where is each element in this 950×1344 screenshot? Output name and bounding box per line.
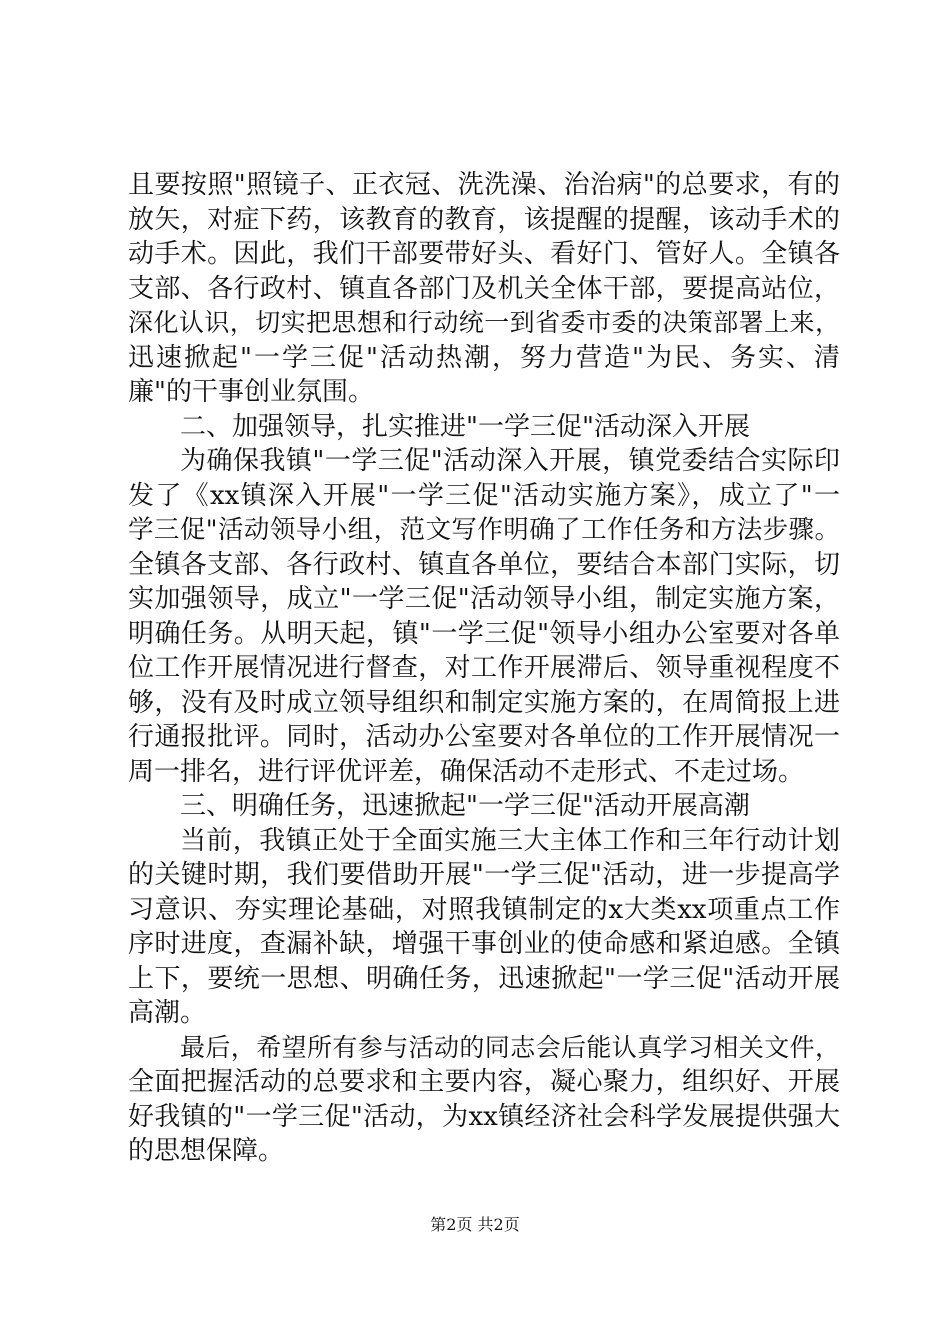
body-line: 的关键时期，我们要借助开展"一学三促"活动，进一步提高学 bbox=[128, 860, 840, 890]
body-line: 序时进度，查漏补缺，增强干事创业的使命感和紧迫感。全镇 bbox=[128, 929, 840, 959]
body-line: 为确保我镇"一学三促"活动深入开展，镇党委结合实际印 bbox=[180, 446, 840, 476]
body-line: 高潮。 bbox=[128, 998, 207, 1028]
body-line: 迅速掀起"一学三促"活动热潮，努力营造"为民、务实、清 bbox=[128, 342, 840, 373]
page-number-footer: 第2页 共2页 bbox=[430, 1215, 520, 1234]
document-body bbox=[128, 168, 840, 1169]
body-line: 当前，我镇正处于全面实施三大主体工作和三年行动计划 bbox=[180, 825, 840, 856]
body-line: 廉"的干事创业氛围。 bbox=[128, 377, 374, 407]
section-heading: 三、明确任务，迅速掀起"一学三促"活动开展高潮 bbox=[180, 791, 750, 821]
body-line: 好我镇的"一学三促"活动，为xx镇经济社会科学发展提供强大 bbox=[128, 1101, 840, 1132]
body-line: 支部、各行政村、镇直各部门及机关全体干部，要提高站位， bbox=[128, 273, 840, 304]
body-line: 全面把握活动的总要求和主要内容，凝心聚力，组织好、开展 bbox=[128, 1067, 840, 1097]
body-line: 周一排名，进行评优评差，确保活动不走形式、不走过场。 bbox=[128, 756, 805, 787]
body-line: 习意识、夯实理论基础，对照我镇制定的x大类xx项重点工作 bbox=[128, 894, 840, 925]
body-line: 发了《xx镇深入开展"一学三促"活动实施方案》，成立了"一 bbox=[128, 480, 840, 511]
body-line: 位工作开展情况进行督查，对工作开展滞后、领导重视程度不 bbox=[128, 653, 840, 683]
body-line: 最后，希望所有参与活动的同志会后能认真学习相关文件， bbox=[180, 1032, 840, 1062]
body-line: 学三促"活动领导小组，范文写作明确了工作任务和方法步骤。 bbox=[128, 515, 840, 545]
body-line: 上下，要统一思想、明确任务，迅速掀起"一学三促"活动开展 bbox=[128, 963, 840, 994]
body-line: 且要按照"照镜子、正衣冠、洗洗澡、治治病"的总要求，有的 bbox=[128, 170, 840, 200]
body-line: 明确任务。从明天起，镇"一学三促"领导小组办公室要对各单 bbox=[128, 618, 840, 649]
body-line: 深化认识，切实把思想和行动统一到省委市委的决策部署上来， bbox=[128, 308, 840, 337]
body-line: 够，没有及时成立领导组织和制定实施方案的，在周简报上进 bbox=[128, 687, 840, 718]
body-line: 实加强领导，成立"一学三促"活动领导小组，制定实施方案， bbox=[128, 584, 840, 614]
body-line: 全镇各支部、各行政村、镇直各单位，要结合本部门实际，切 bbox=[128, 549, 840, 580]
body-line: 的思想保障。 bbox=[128, 1136, 285, 1166]
body-line: 行通报批评。同时，活动办公室要对各单位的工作开展情况一 bbox=[128, 722, 840, 752]
section-heading: 二、加强领导，扎实推进"一学三促"活动深入开展 bbox=[180, 411, 750, 442]
body-line: 放矢，对症下药，该教育的教育，该提醒的提醒，该动手术的 bbox=[128, 204, 840, 235]
body-line: 动手术。因此，我们干部要带好头、看好门、管好人。全镇各 bbox=[128, 239, 840, 269]
